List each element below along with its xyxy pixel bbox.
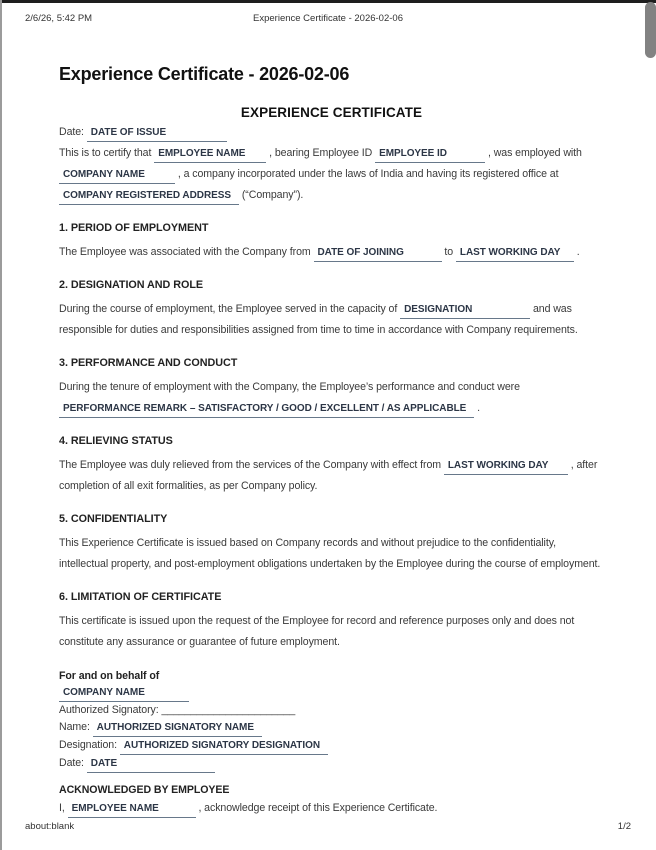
intro-paragraph [59, 143, 604, 206]
text-run: This certificate is issued upon the request of the Employee for record and reference purposes only and does not constitute any assurance or guarantee of future employment. [59, 615, 575, 648]
text-run: , after completion of all exit formalities, as per Company policy. [59, 459, 598, 492]
certificate-section [59, 590, 604, 653]
text-run: This Experience Certificate is issued based on Company records and without prejudice to the confidentiality, intellectual property, and post-employment obligations undertaken by the Employee during the course of employment. [59, 537, 601, 570]
field-placeholder: COMPANY NAME [59, 168, 175, 184]
footer-page-number: 1/2 [617, 821, 631, 832]
text-run: This is to certify that [59, 147, 155, 159]
field-placeholder: AUTHORIZED SIGNATORY NAME [93, 721, 262, 737]
text-run: The Employee was duly relieved from the services of the Company with effect from [59, 459, 444, 471]
section-heading: 1. PERIOD OF EMPLOYMENT [59, 222, 209, 234]
print-header-title: Experience Certificate - 2026-02-06 [253, 13, 403, 24]
document-body [59, 55, 604, 819]
section-paragraph [59, 242, 604, 263]
section-paragraph [59, 377, 604, 419]
field-placeholder: EMPLOYEE ID [375, 147, 485, 163]
section-paragraph [59, 533, 604, 575]
field-placeholder: COMPANY NAME [59, 686, 189, 702]
section-heading: 4. RELIEVING STATUS [59, 435, 173, 447]
acknowledged-heading: ACKNOWLEDGED BY EMPLOYEE [59, 784, 230, 796]
sections-container [59, 221, 604, 653]
section-heading: 5. CONFIDENTIALITY [59, 513, 168, 525]
field-placeholder: PERFORMANCE REMARK – SATISFACTORY / GOOD / EXCELLENT / AS APPLICABLE [59, 402, 474, 418]
field-placeholder: EMPLOYEE NAME [68, 802, 196, 818]
certificate-section [59, 512, 604, 575]
print-footer [25, 821, 631, 833]
field-placeholder: DATE OF JOINING [314, 246, 442, 262]
signoff-company-line [59, 684, 604, 702]
text-run: Date: [59, 126, 87, 138]
acknowledgement-line [59, 798, 604, 819]
text-run: Designation: [59, 739, 120, 751]
field-placeholder: EMPLOYEE NAME [154, 147, 266, 163]
text-run: , a company incorporated under the laws of India and having its registered office at [175, 168, 559, 180]
text-run: . [474, 402, 481, 414]
section-paragraph [59, 611, 604, 653]
certificate-heading: EXPERIENCE CERTIFICATE [240, 105, 423, 120]
text-run: . [573, 246, 580, 258]
section-heading: 3. PERFORMANCE AND CONDUCT [59, 357, 238, 369]
field-placeholder: AUTHORIZED SIGNATORY DESIGNATION [120, 739, 328, 755]
text-run: , acknowledge receipt of this Experience Certificate. [195, 802, 438, 814]
text-run: Authorized Signatory: _______________________ [59, 704, 296, 716]
window-left-edge [0, 0, 2, 850]
page-title: Experience Certificate - 2026-02-06 [59, 64, 350, 84]
field-placeholder: DESIGNATION [400, 303, 530, 319]
text-run: , bearing Employee ID [266, 147, 376, 159]
text-run: Date: [59, 757, 87, 769]
signoff-date-line [59, 755, 604, 773]
text-run: The Employee was associated with the Company from [59, 246, 314, 258]
window-top-edge [0, 0, 656, 3]
print-header-datetime: 2/6/26, 5:42 PM [25, 13, 93, 24]
date-of-issue-line [59, 122, 604, 143]
text-run: I, [59, 802, 68, 814]
field-placeholder: DATE [87, 757, 215, 773]
print-header [25, 13, 631, 25]
text-run: Name: [59, 721, 93, 733]
field-placeholder: LAST WORKING DAY [444, 459, 568, 475]
signatory-designation-line [59, 737, 604, 755]
text-run: and was responsible for duties and responsibilities assigned from time to time in accordance with Company requirements. [59, 303, 578, 336]
field-placeholder: LAST WORKING DAY [456, 246, 574, 262]
for-on-behalf-label: For and on behalf of [59, 670, 160, 682]
certificate-section [59, 221, 604, 263]
section-heading: 2. DESIGNATION AND ROLE [59, 279, 204, 291]
certificate-section [59, 278, 604, 341]
signature-block [59, 669, 604, 819]
text-run: , was employed with [485, 147, 582, 159]
section-paragraph [59, 455, 604, 497]
section-heading: 6. LIMITATION OF CERTIFICATE [59, 591, 222, 603]
section-paragraph [59, 299, 604, 341]
signatory-name-line [59, 719, 604, 737]
footer-url: about:blank [25, 821, 75, 832]
text-run: (“Company”). [238, 189, 304, 201]
authorized-signatory-line [59, 702, 604, 719]
scrollbar-thumb[interactable] [645, 2, 656, 58]
field-placeholder: COMPANY REGISTERED ADDRESS [59, 189, 239, 205]
text-run: During the tenure of employment with the Company, the Employee’s performance and conduct were [59, 381, 520, 393]
text-run: During the course of employment, the Employee served in the capacity of [59, 303, 401, 315]
certificate-section [59, 356, 604, 419]
text-run: to [441, 246, 456, 258]
field-placeholder: DATE OF ISSUE [87, 126, 227, 142]
certificate-section [59, 434, 604, 497]
